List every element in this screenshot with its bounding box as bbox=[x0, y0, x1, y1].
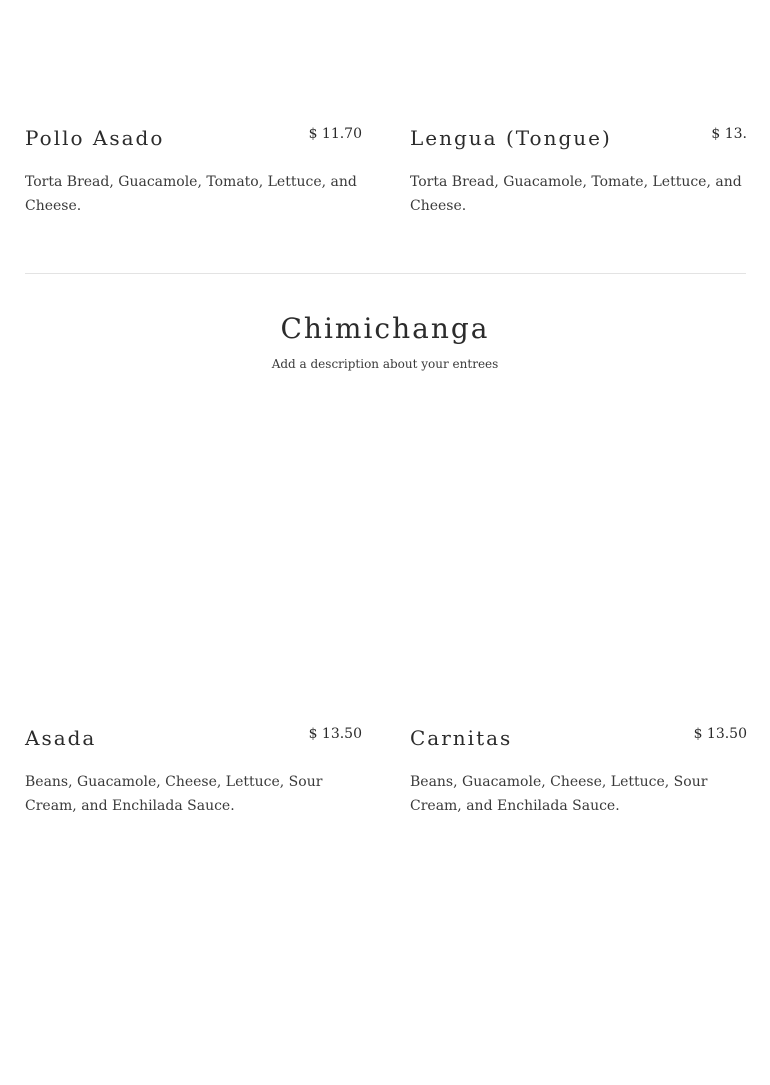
menu-item-header bbox=[410, 126, 747, 156]
menu-item-name: Lengua (Tongue) bbox=[410, 126, 612, 150]
menu-item-name: Pollo Asado bbox=[25, 126, 165, 150]
menu-item-header bbox=[25, 126, 362, 156]
section-divider bbox=[25, 273, 746, 274]
menu-item-description: Beans, Guacamole, Cheese, Lettuce, Sour Cream, and Enchilada Sauce. bbox=[410, 774, 708, 814]
menu-item-header bbox=[410, 726, 747, 756]
menu-item-pollo-asado bbox=[25, 126, 362, 218]
menu-item-carnitas bbox=[410, 726, 747, 818]
menu-item-price: $ 13.50 bbox=[308, 726, 362, 742]
menu-item-description: Beans, Guacamole, Cheese, Lettuce, Sour Cream, and Enchilada Sauce. bbox=[25, 774, 323, 814]
section-description: Add a description about your entrees bbox=[271, 357, 499, 371]
section-title: Chimichanga bbox=[280, 312, 490, 345]
menu-item-description: Torta Bread, Guacamole, Tomate, Lettuce, and Cheese. bbox=[410, 174, 742, 214]
menu-item-name: Carnitas bbox=[410, 726, 513, 750]
menu-item-name: Asada bbox=[25, 726, 97, 750]
menu-item-asada bbox=[25, 726, 362, 818]
menu-item-description: Torta Bread, Guacamole, Tomato, Lettuce, and Cheese. bbox=[25, 174, 357, 214]
menu-item-price: $ 13.50 bbox=[693, 726, 747, 742]
menu-item-price: $ 11.70 bbox=[308, 126, 362, 142]
menu-item-price: $ 13. bbox=[711, 126, 747, 142]
menu-item-header bbox=[25, 726, 362, 756]
menu-item-lengua bbox=[410, 126, 747, 218]
